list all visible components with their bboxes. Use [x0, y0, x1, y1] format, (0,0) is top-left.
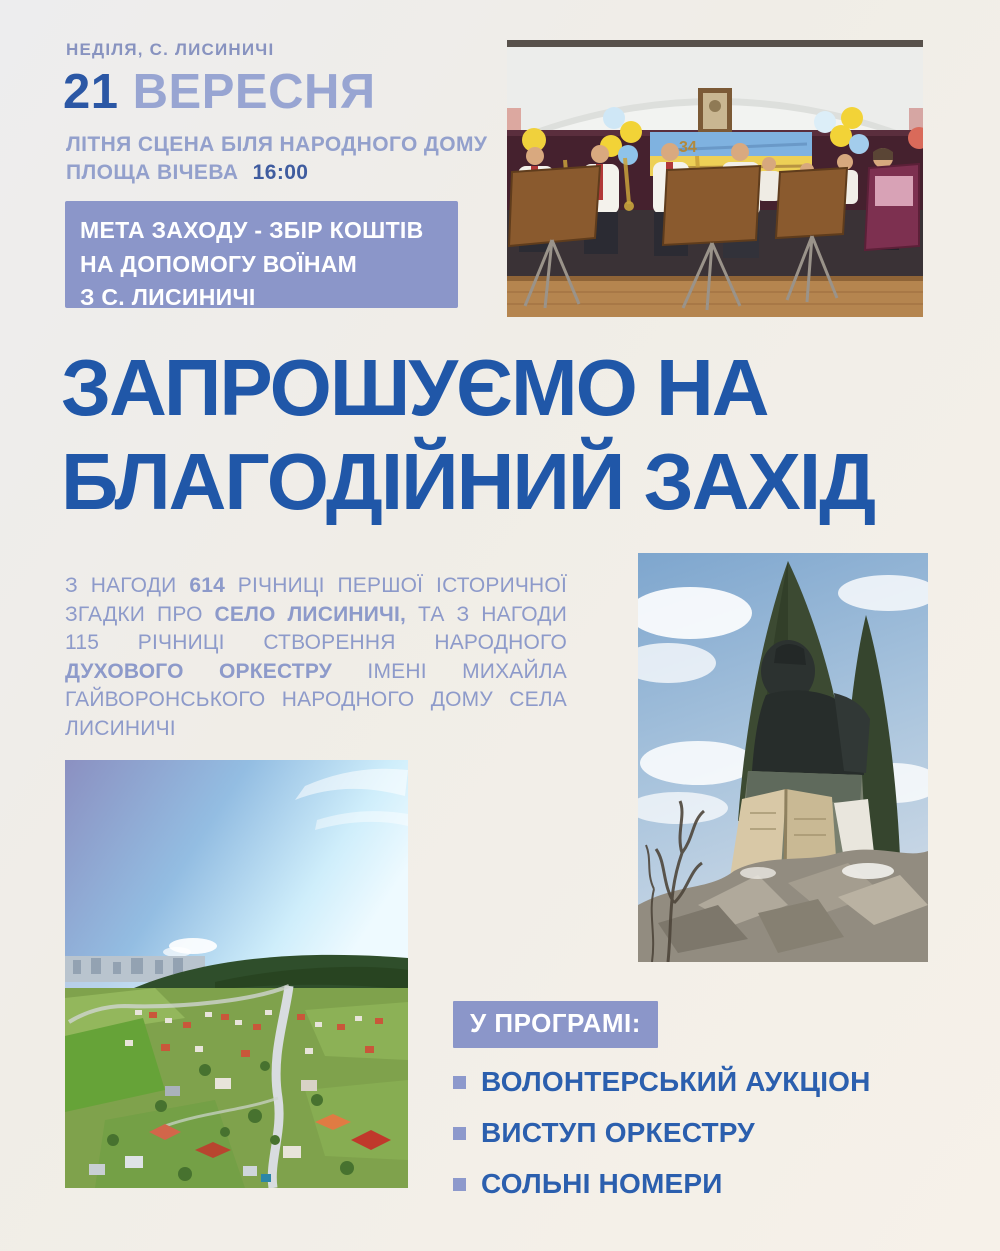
headline [61, 341, 991, 529]
headline-line-2: БЛАГОДІЙНИЙ ЗАХІД [61, 437, 875, 526]
kicker-day-village: НЕДІЛЯ, С. ЛИСИНИЧІ [66, 40, 275, 59]
program-item [453, 1066, 871, 1098]
headline-line-1: ЗАПРОШУЄМО НА [61, 343, 768, 432]
program-item [453, 1117, 871, 1149]
purpose-line: З С. ЛИСИНИЧІ [80, 284, 256, 310]
about-segment: ІМЕНІ МИХАЙЛА ГАЙВОРОНСЬКОГО НАРОДНОГО ДОМУ СЕЛА ЛИСИНИЧІ [65, 659, 567, 740]
svg-text:34: 34 [679, 139, 697, 156]
venue-line-1: ЛІТНЯ СЦЕНА БІЛЯ НАРОДНОГО ДОМУ [66, 133, 488, 156]
program-label: У ПРОГРАМІ: [453, 1001, 658, 1048]
purpose-line: МЕТА ЗАХОДУ - ЗБІР КОШТІВ [80, 217, 424, 243]
program-item-label: ВИСТУП ОРКЕСТРУ [481, 1117, 755, 1148]
purpose-box [65, 201, 458, 308]
venue-square-name: ПЛОЩА ВІЧЕВА [66, 161, 239, 184]
square-bullet-icon [453, 1178, 466, 1191]
venue-line-2 [66, 161, 308, 185]
event-date-month: ВЕРЕСНЯ [132, 65, 376, 119]
about-segment-bold: ДУХОВОГО ОРКЕСТРУ [65, 659, 333, 683]
program-list [453, 1066, 871, 1219]
square-bullet-icon [453, 1076, 466, 1089]
about-segment: З НАГОДИ [65, 574, 190, 597]
program-item-label: СОЛЬНІ НОМЕРИ [481, 1168, 723, 1199]
program-item [453, 1168, 871, 1200]
square-bullet-icon [453, 1127, 466, 1140]
event-date-day: 21 [63, 65, 119, 119]
event-time: 16:00 [252, 161, 309, 184]
event-date [63, 64, 376, 120]
aerial-photo [65, 760, 408, 1188]
about-segment-bold: СЕЛО ЛИСИНИЧІ, [214, 602, 407, 626]
about-segment: РІЧНИЦІ ПЕРШОЇ ІСТОРИЧНОЇ ЗГАДКИ ПРО [65, 574, 567, 626]
about-segment-bold: 614 [189, 574, 225, 597]
about-segment: ТА З НАГОДИ 115 РІЧНИЦІ СТВОРЕННЯ НАРОДНОГО [65, 602, 568, 655]
orchestra-photo [507, 40, 923, 317]
monument-photo [638, 553, 928, 962]
program-item-label: ВОЛОНТЕРСЬКИЙ АУКЦІОН [481, 1066, 871, 1097]
about-paragraph [65, 572, 567, 744]
purpose-line: НА ДОПОМОГУ ВОЇНАМ [80, 250, 358, 277]
